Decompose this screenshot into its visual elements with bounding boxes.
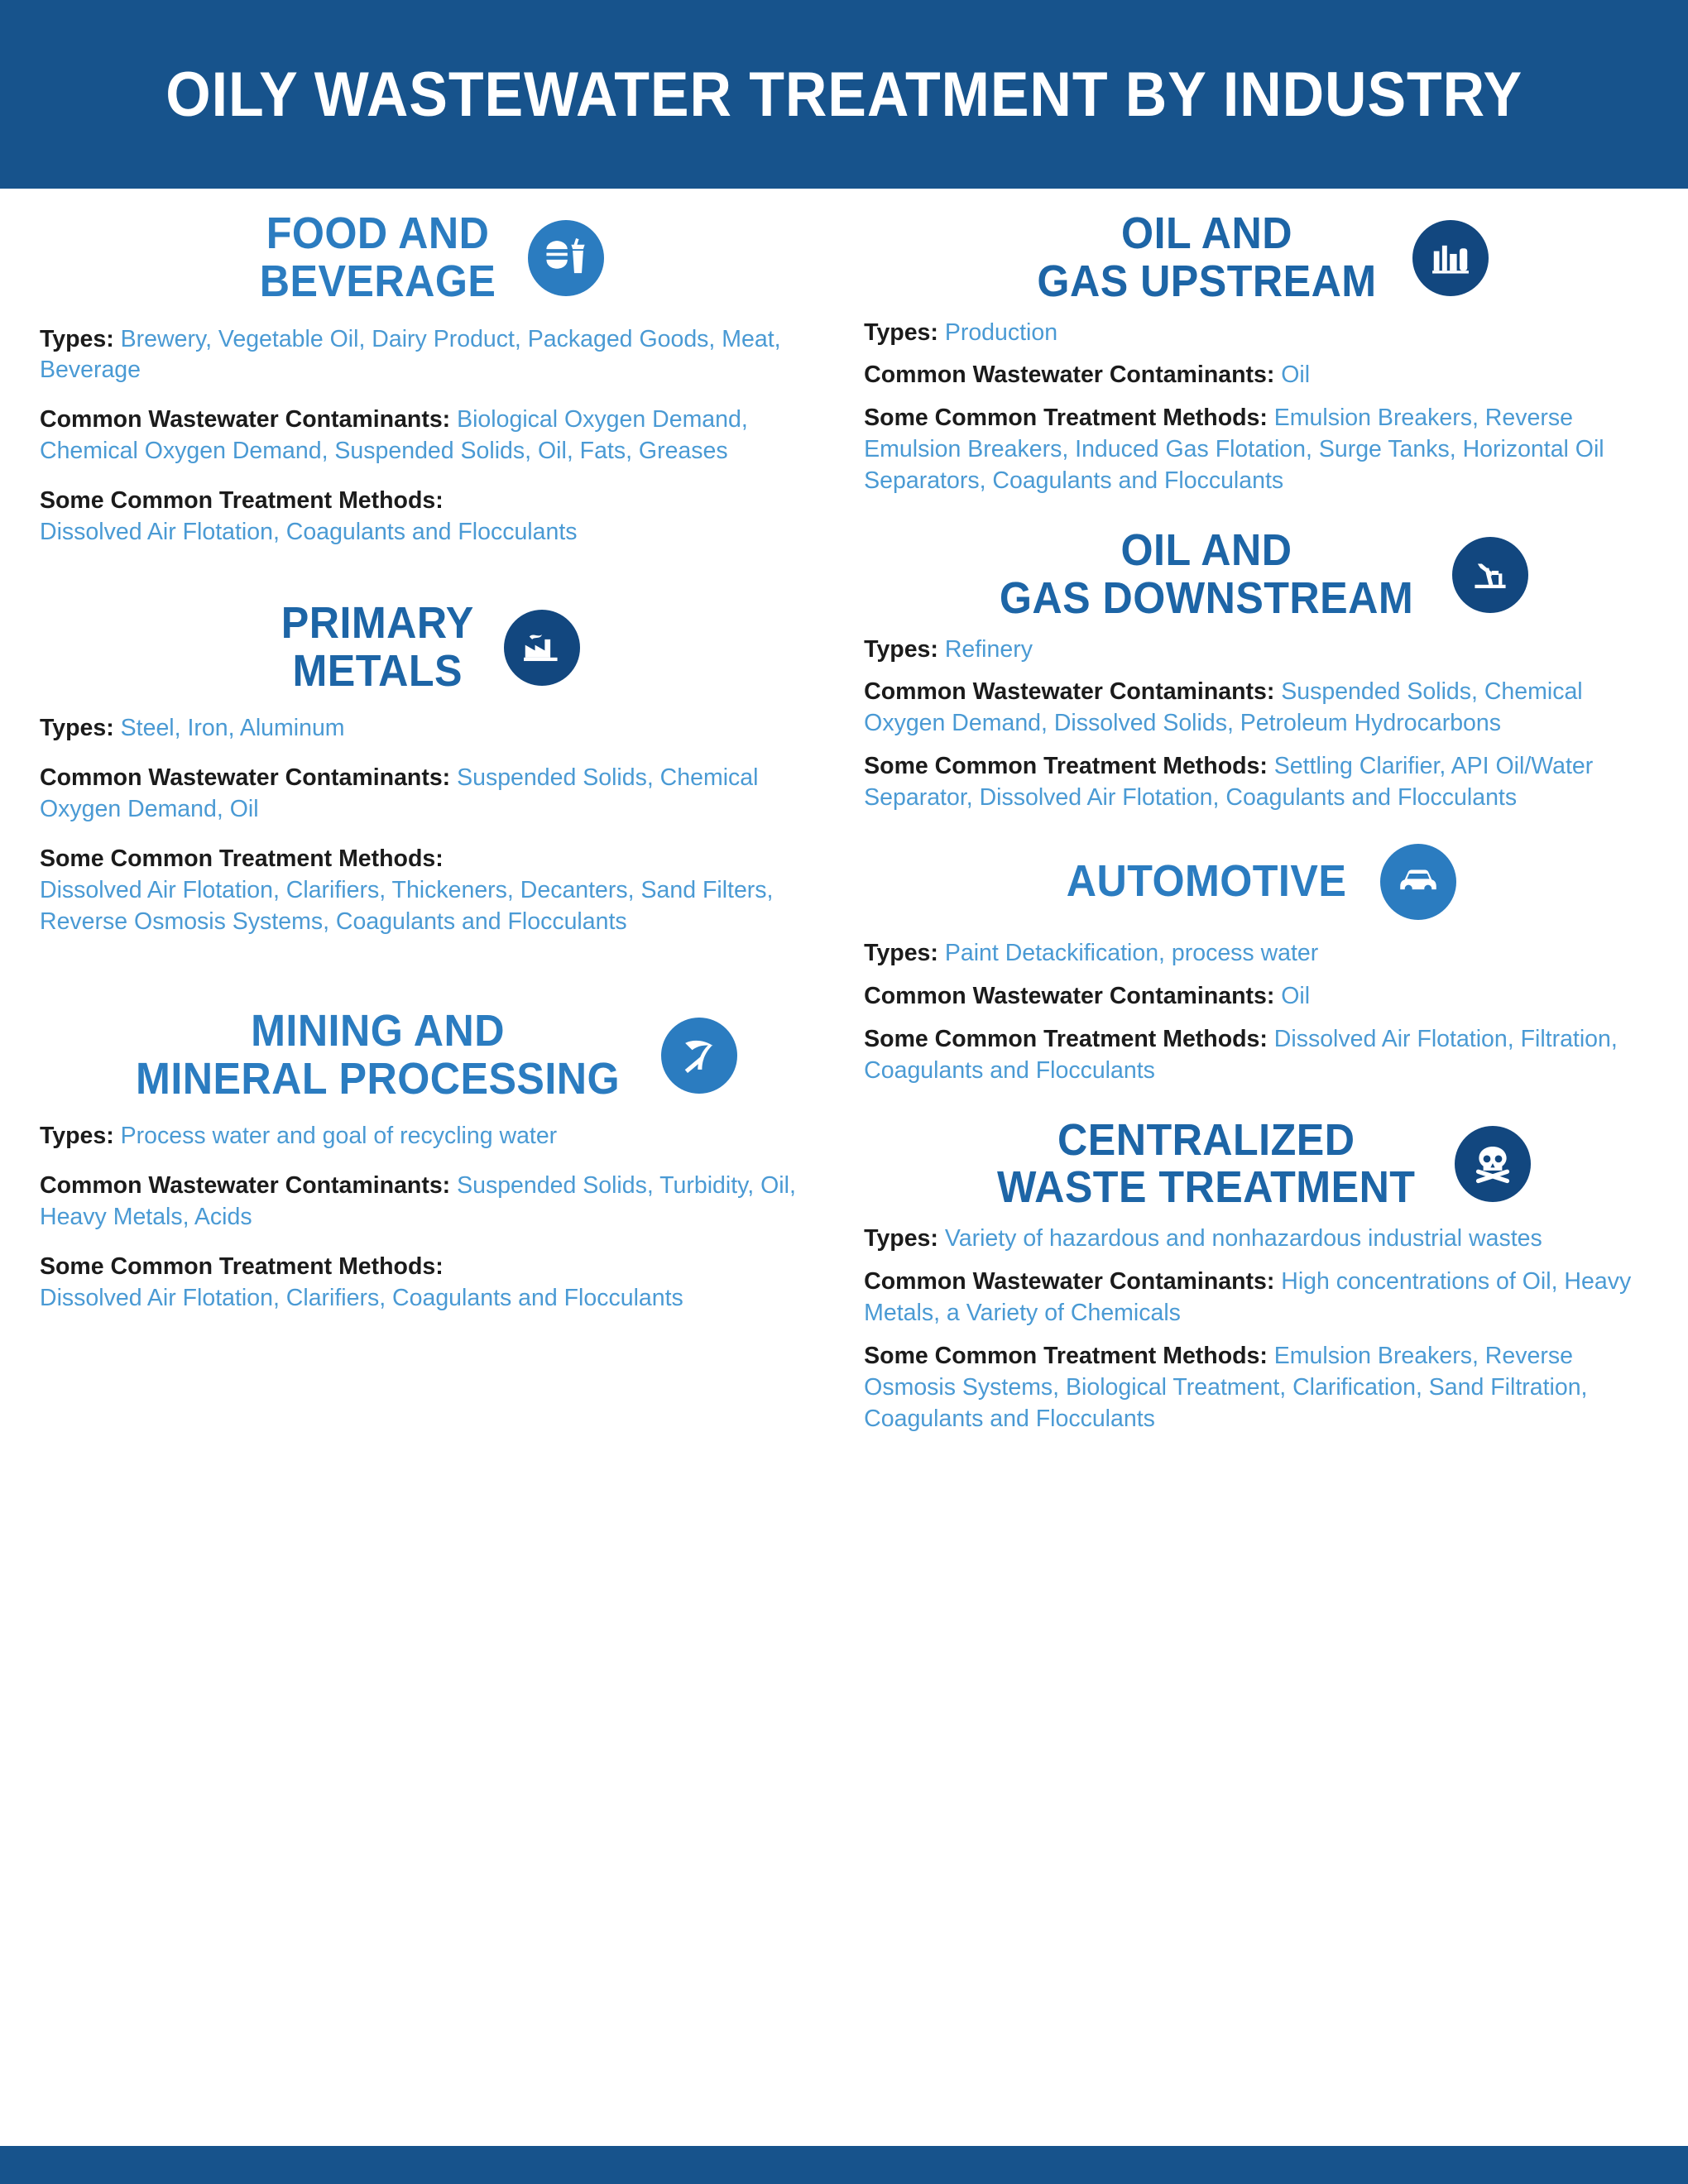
label-methods: Some Common Treatment Methods: [864,1025,1268,1052]
value-contaminants: Suspended Solids, Chemical Oxygen Demand, Oil [40,764,759,823]
field-methods [40,1252,814,1315]
car-icon [1380,844,1456,920]
field-contaminants [864,1267,1648,1329]
section-food-and-beverage [40,210,814,548]
section-header [864,844,1648,920]
factory-icon [504,610,580,686]
section-automotive [864,844,1648,1087]
skull-crossbones-icon [1455,1126,1531,1202]
page-title: OILY WASTEWATER TREATMENT BY INDUSTRY [165,59,1523,130]
value-methods: Settling Clarifier, API Oil/Water Separator, Dissolved Air Flotation, Coagulants and Flocculants [864,753,1594,812]
value-contaminants: High concentrations of Oil, Heavy Metals, a Variety of Chemicals [864,1267,1632,1326]
section-title-line1: MINING AND [250,1005,505,1056]
value-methods: Dissolved Air Flotation, Coagulants and Flocculants [40,518,578,545]
page-footer [0,2146,1688,2184]
section-title-line1: PRIMARY [281,597,474,648]
value-contaminants: Suspended Solids, Turbidity, Oil, Heavy Metals, Acids [40,1172,796,1231]
content-area [0,189,1688,2146]
section-title [999,524,1414,623]
section-title [997,1114,1416,1213]
label-types: Types: [40,325,114,352]
value-types: Process water and goal of recycling water [120,1123,558,1150]
field-methods [40,844,814,938]
label-methods: Some Common Treatment Methods: [40,1252,444,1280]
value-types: Paint Detackification, process water [944,939,1319,966]
field-types [40,1121,814,1152]
value-contaminants: Suspended Solids, Chemical Oxygen Demand, Dissolved Solids, Petroleum Hydrocarbons [864,678,1583,737]
section-title-line2: BEVERAGE [259,256,496,306]
left-column [40,189,839,2146]
section-title [281,597,474,696]
section-mining-and-mineral-processing [40,1005,814,1315]
field-contaminants [40,1171,814,1233]
value-methods: Dissolved Air Flotation, Clarifiers, Coagulants and Flocculants [40,1284,683,1311]
right-column [839,189,1648,2146]
label-methods: Some Common Treatment Methods: [40,487,444,515]
field-contaminants [864,360,1648,391]
section-title-line1: OIL AND [1120,524,1292,575]
field-types [864,635,1648,666]
label-types: Types: [864,635,938,663]
section-title [135,1005,620,1104]
section-oil-and-gas-upstream [864,210,1648,497]
value-types: Steel, Iron, Aluminum [120,715,345,742]
value-methods: Dissolved Air Flotation, Clarifiers, Thickeners, Decanters, Sand Filters, Reverse Osmosis Systems, Coagulants and Flocculants [40,876,774,935]
value-types: Variety of hazardous and nonhazardous industrial wastes [944,1225,1542,1252]
section-centralized-waste-treatment [864,1114,1648,1435]
label-methods: Some Common Treatment Methods: [864,405,1268,432]
field-contaminants [864,981,1648,1013]
label-methods: Some Common Treatment Methods: [40,845,444,873]
value-contaminants: Biological Oxygen Demand, Chemical Oxygen Demand, Suspended Solids, Oil, Fats, Greases [40,406,748,465]
section-title [1037,210,1376,306]
label-contaminants: Common Wastewater Contaminants: [40,406,451,433]
field-contaminants [40,763,814,826]
label-types: Types: [40,715,114,742]
value-methods: Dissolved Air Flotation, Filtration, Coagulants and Flocculants [864,1025,1618,1084]
page-header [0,0,1688,189]
label-methods: Some Common Treatment Methods: [864,753,1268,780]
label-contaminants: Common Wastewater Contaminants: [40,764,451,792]
section-title-line2: GAS DOWNSTREAM [999,572,1414,623]
field-methods [864,1341,1648,1435]
field-methods [864,403,1648,497]
section-header [40,210,814,306]
label-contaminants: Common Wastewater Contaminants: [864,982,1275,1009]
section-title [259,210,496,306]
section-title-line2: GAS UPSTREAM [1036,256,1377,306]
section-title-line1: CENTRALIZED [1057,1114,1355,1165]
value-methods: Emulsion Breakers, Reverse Osmosis Systems, Biological Treatment, Clarification, Sand Filtration, Coagulants and Flocculants [864,1342,1588,1432]
field-methods [864,751,1648,814]
section-header [864,1114,1648,1213]
label-types: Types: [864,939,938,966]
section-header [864,210,1648,306]
field-types [864,1224,1648,1255]
section-oil-and-gas-downstream [864,524,1648,814]
pumpjack-icon [1452,537,1528,613]
field-methods [864,1024,1648,1087]
section-header [40,597,814,696]
value-methods: Emulsion Breakers, Reverse Emulsion Breakers, Induced Gas Flotation, Surge Tanks, Horizontal Oil Separators, Coagulants and Flocculants [864,405,1604,495]
value-types: Refinery [944,635,1033,663]
field-types [864,938,1648,970]
refinery-icon [1412,220,1489,296]
section-title-line1: AUTOMOTIVE [1066,856,1347,907]
section-primary-metals [40,597,814,938]
field-types [40,324,814,387]
label-contaminants: Common Wastewater Contaminants: [864,1267,1275,1295]
label-contaminants: Common Wastewater Contaminants: [864,678,1275,706]
section-title-line1: OIL AND [1120,208,1292,258]
field-methods [40,486,814,548]
section-title-line2: WASTE TREATMENT [997,1162,1416,1213]
value-contaminants: Oil [1281,982,1311,1009]
field-contaminants [40,405,814,467]
section-header [864,524,1648,623]
label-contaminants: Common Wastewater Contaminants: [864,362,1275,389]
label-methods: Some Common Treatment Methods: [864,1342,1268,1369]
field-contaminants [864,677,1648,740]
section-header [40,1005,814,1104]
burger-drink-icon [528,220,604,296]
label-types: Types: [864,1225,938,1252]
label-types: Types: [40,1123,114,1150]
section-title-line2: METALS [292,645,463,696]
label-types: Types: [864,318,938,346]
field-types [40,713,814,745]
pickaxe-icon [661,1018,737,1094]
section-title-line1: FOOD AND [266,208,489,258]
value-types: Production [944,318,1058,346]
section-title [1067,858,1347,906]
label-contaminants: Common Wastewater Contaminants: [40,1172,451,1200]
field-types [864,318,1648,349]
value-contaminants: Oil [1281,362,1311,389]
value-types: Brewery, Vegetable Oil, Dairy Product, Packaged Goods, Meat, Beverage [40,325,781,384]
section-title-line2: MINERAL PROCESSING [135,1053,620,1104]
